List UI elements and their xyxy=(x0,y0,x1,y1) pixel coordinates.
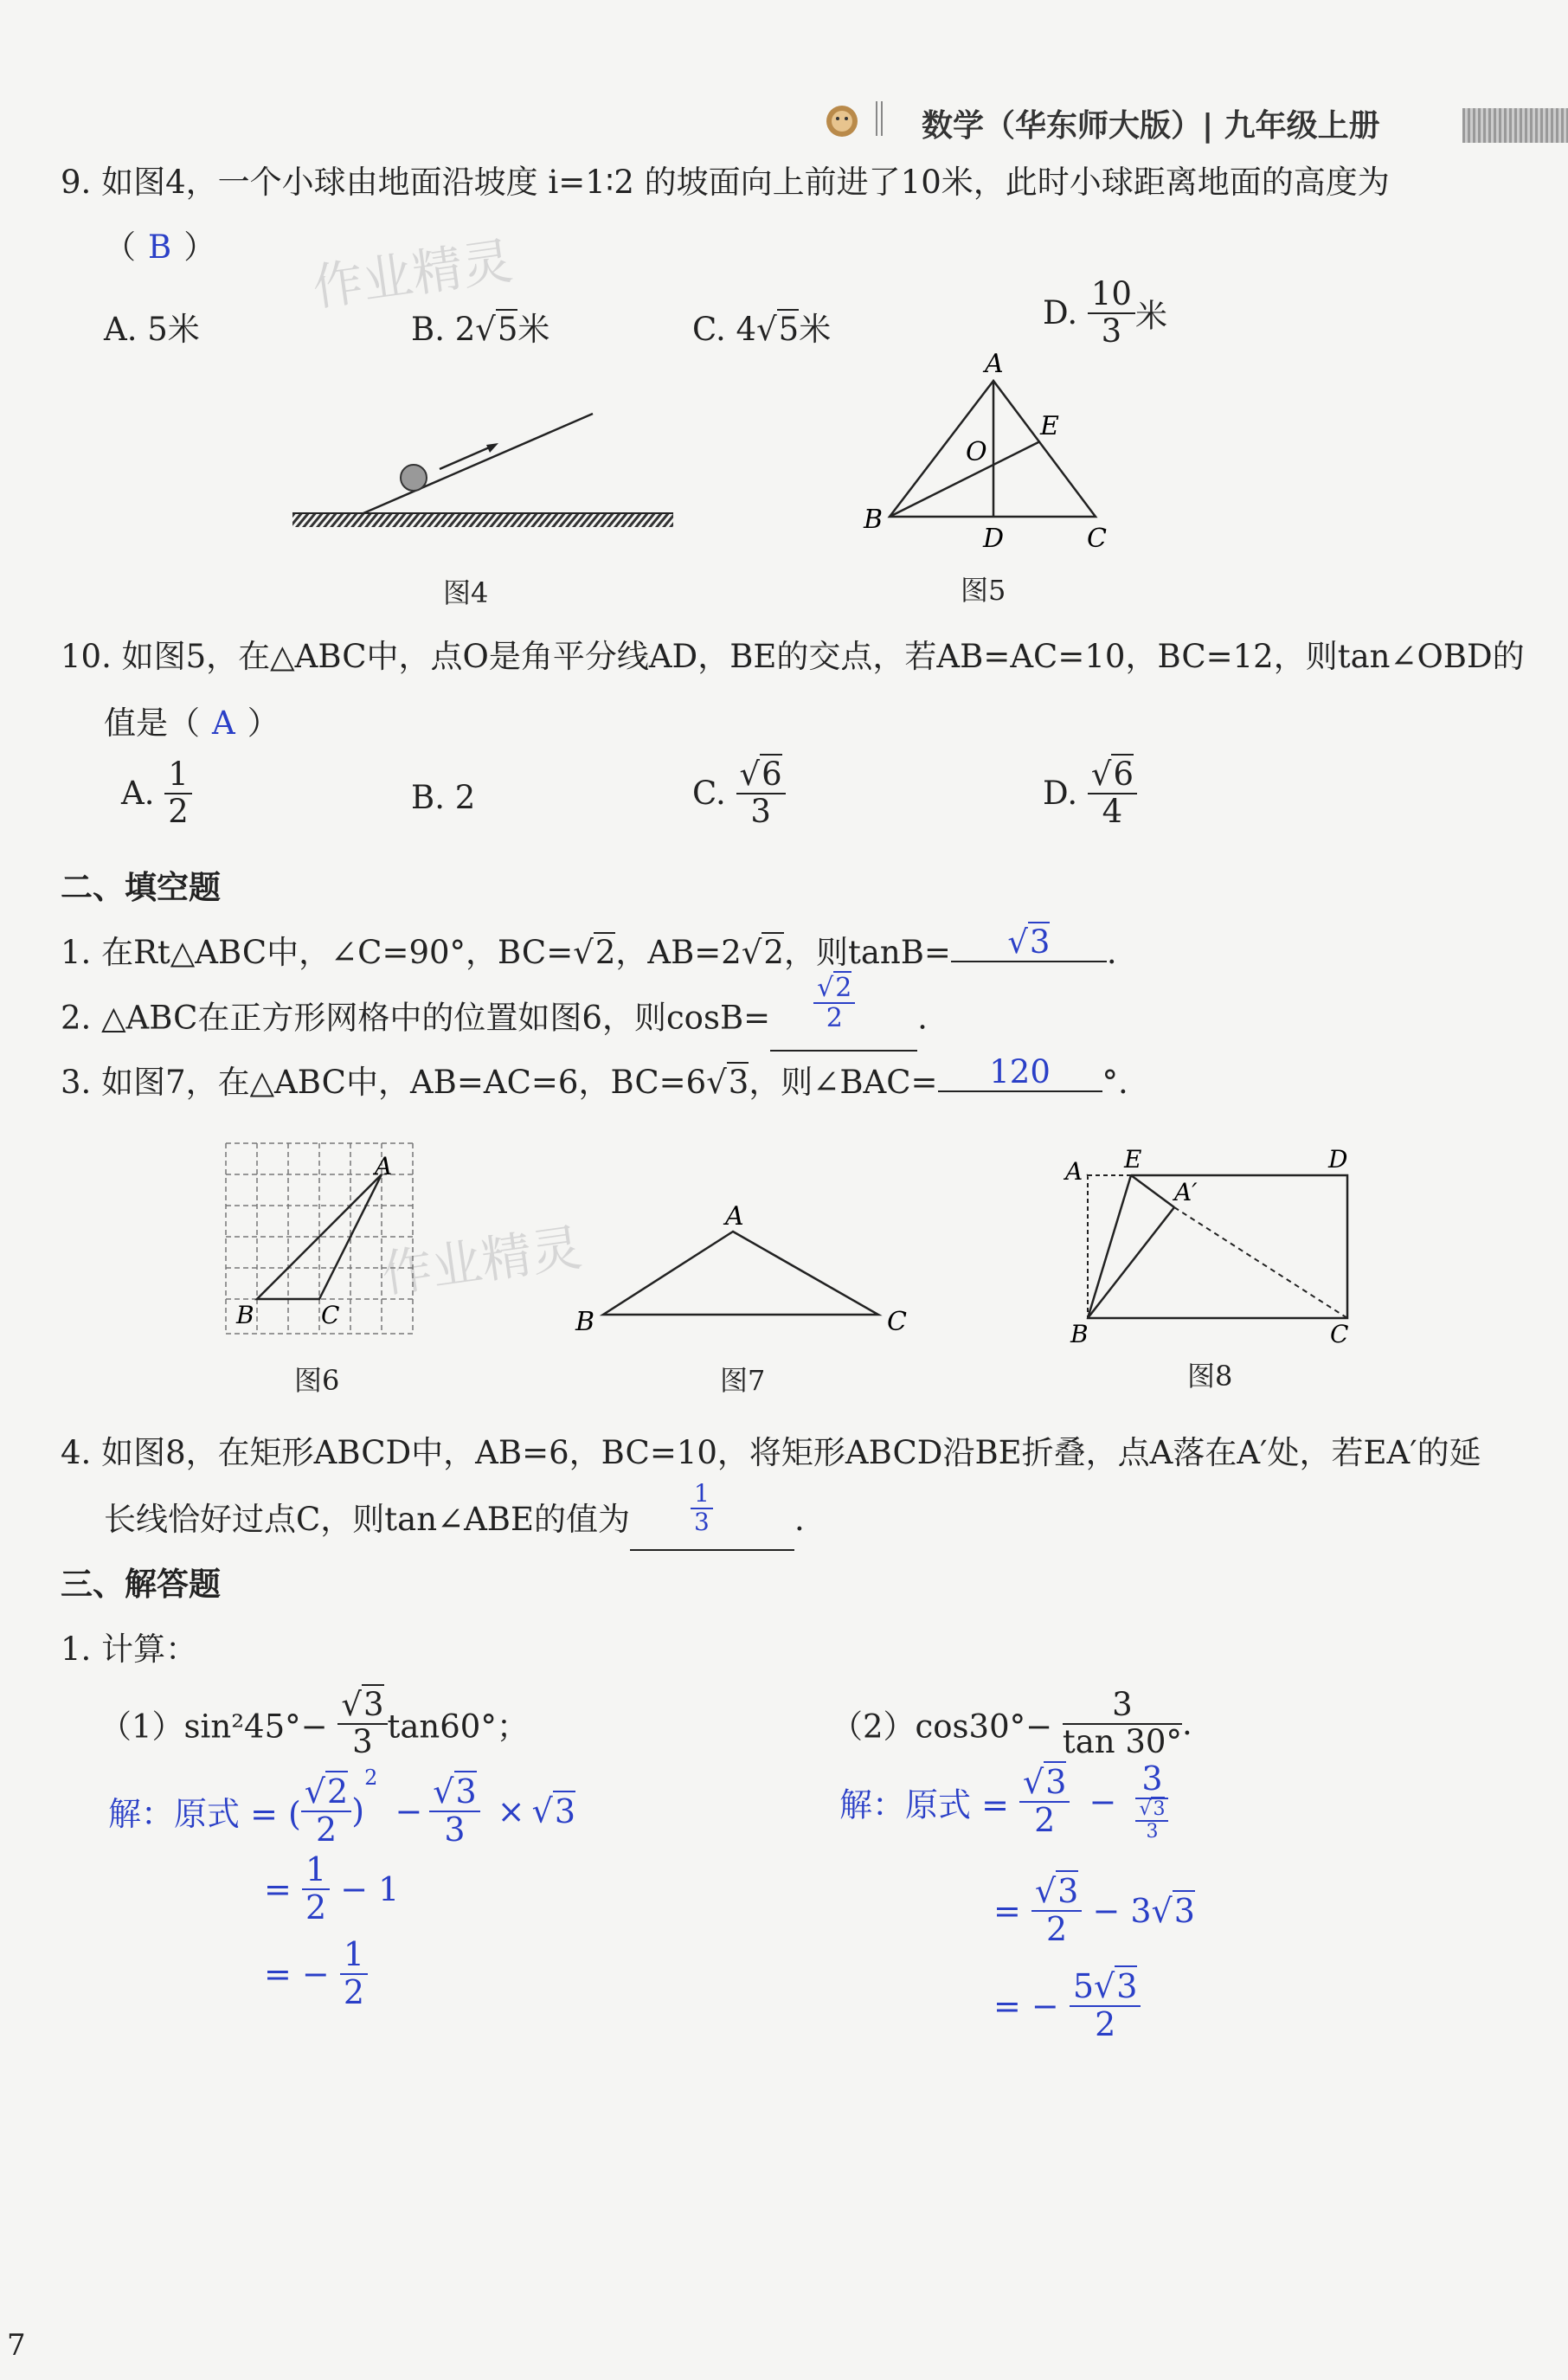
label-A-prime: A′ xyxy=(1174,1178,1198,1206)
page-number: 7 xyxy=(7,2328,26,2363)
section2-title: 二、填空题 xyxy=(61,869,221,906)
q9-stem: 9. 如图4，一个小球由地面沿坡度 i=1∶2 的坡面向上前进了10米，此时小球距离地面的高度为 xyxy=(61,164,1390,201)
watermark: 作业精灵 xyxy=(309,231,517,318)
label-A: A xyxy=(375,1152,393,1180)
label-D: D xyxy=(1328,1145,1348,1174)
header-divider xyxy=(876,101,883,136)
figure-8 xyxy=(1060,1138,1372,1350)
figure-4 xyxy=(286,398,684,537)
label-C: C xyxy=(1087,524,1107,554)
q9-option-a: A. 5米 xyxy=(104,311,200,348)
q10-answer-line: 值是（ A ） xyxy=(104,704,280,742)
q10-option-a: A. $\frac{1}{2}$ xyxy=(121,757,192,829)
label-B: B xyxy=(575,1307,595,1337)
solve-q1-title: 1. 计算： xyxy=(61,1631,198,1668)
solve-q1-part2: （2）cos30°− $\frac{3}{\tan 30^\circ}$ . xyxy=(831,1686,1192,1760)
label-A: A xyxy=(985,349,1004,379)
q9-option-b: B. 2√5米 xyxy=(411,311,550,348)
label-D: D xyxy=(983,524,1005,554)
label-B: B xyxy=(864,505,884,535)
q9-answer-line: （ B ） xyxy=(104,228,216,266)
label-C: C xyxy=(887,1307,907,1337)
section3-title: 三、解答题 xyxy=(61,1566,221,1603)
label-O: O xyxy=(966,437,987,467)
fill-q4-answer: $\frac{1}{3}$ xyxy=(630,1495,794,1552)
segment-be xyxy=(1088,1175,1131,1318)
fill-q3-answer: 120 xyxy=(938,1053,1102,1092)
fill-q3: 3. 如图7，在△ABC中，AB=AC=6，BC=6√3，则∠BAC= 120 °. xyxy=(61,1053,1128,1101)
segment-ba-prime xyxy=(1088,1207,1174,1318)
fig6-caption: 图6 xyxy=(294,1364,340,1397)
slope-line xyxy=(363,414,593,513)
fill-q2: 2. △ABC在正方形网格中的位置如图6，则cosB= $\frac{√2}{2}$ . xyxy=(61,991,928,1052)
fig4-caption: 图4 xyxy=(443,576,489,609)
solution2-line3: = − $\frac{5√3}{2}$ xyxy=(993,1969,1141,2043)
label-A: A xyxy=(725,1201,744,1232)
fig8-caption: 图8 xyxy=(1187,1360,1233,1393)
fill-q1: 1. 在Rt△ABC中，∠C=90°，BC=√2，AB=2√2，则tanB= √3 . xyxy=(61,923,1117,971)
label-A: A xyxy=(1065,1157,1083,1186)
mascot-icon xyxy=(820,100,864,143)
watermark: 作业精灵 xyxy=(378,1218,586,1304)
q10-option-b: B. 2 xyxy=(411,779,476,816)
q10-option-c: C. $\frac{√6}{3}$ xyxy=(692,757,786,829)
segment-ea-prime xyxy=(1131,1175,1174,1207)
fill-q1-answer: √3 xyxy=(951,923,1107,962)
q10-answer: A xyxy=(212,704,235,742)
fig7-caption: 图7 xyxy=(720,1364,766,1397)
solution1-line3: = − $\frac{1}{2}$ xyxy=(264,1937,368,2011)
ground xyxy=(292,513,673,527)
header-bar xyxy=(1462,108,1568,143)
figure-6 xyxy=(221,1138,420,1346)
fig5-caption: 图5 xyxy=(961,574,1006,607)
fill-q4-line2: 长线恰好过点C，则tan∠ABE的值为 $\frac{1}{3}$ . xyxy=(104,1493,805,1551)
q9-option-d: D. $\frac{10}{3}$ 米 xyxy=(1043,275,1167,350)
solution1-line2: = $\frac{1}{2}$ − 1 xyxy=(264,1850,400,1927)
solve-q1-part1: （1）sin²45°− $\frac{√3}{3}$ tan60°； xyxy=(100,1686,529,1760)
direction-arrow xyxy=(440,446,493,469)
triangle-abc xyxy=(603,1232,878,1315)
label-E: E xyxy=(1124,1145,1142,1174)
label-C: C xyxy=(1330,1320,1349,1348)
figure-5 xyxy=(848,346,1125,563)
q9-option-c: C. 4√5米 xyxy=(692,311,832,348)
segment-a-prime-c-dashed xyxy=(1174,1207,1347,1318)
fill-q4-line1: 4. 如图8，在矩形ABCD中，AB=6，BC=10，将矩形ABCD沿BE折叠，点A落在A′处，若EA′的延 xyxy=(61,1434,1481,1471)
label-E: E xyxy=(1040,411,1059,441)
q10-stem: 10. 如图5，在△ABC中，点O是角平分线AD，BE的交点，若AB=AC=10，BC=12，则tan∠OBD的 xyxy=(61,638,1525,675)
label-C: C xyxy=(321,1301,340,1329)
fill-q2-answer: $\frac{√2}{2}$ xyxy=(770,991,917,1052)
ball xyxy=(401,465,427,491)
page-header xyxy=(0,48,1568,144)
header-title: 数学（华东师大版）| 九年级上册 xyxy=(922,108,1380,144)
segment-be xyxy=(890,441,1040,517)
q10-option-d: D. $\frac{√6}{4}$ xyxy=(1043,757,1137,829)
solution1-line1: 解：原式 = ( $\frac{√2}{2}$ )$^2$ − $\frac{√3}{3}$ × √3 xyxy=(108,1766,576,1849)
solution2-line1: 解：原式 = $\frac{√3}{2}$ − $\frac{3}{\frac{√3}{3}}$ xyxy=(839,1761,1168,1843)
q9-answer: B xyxy=(148,228,172,266)
triangle-abc xyxy=(257,1174,382,1299)
label-B: B xyxy=(1070,1320,1089,1348)
label-B: B xyxy=(236,1301,254,1329)
rectangle-abcd xyxy=(1088,1175,1347,1318)
solution2-line2: = $\frac{√3}{2}$ − 3√3 xyxy=(993,1872,1195,1948)
figure-7 xyxy=(567,1199,922,1337)
